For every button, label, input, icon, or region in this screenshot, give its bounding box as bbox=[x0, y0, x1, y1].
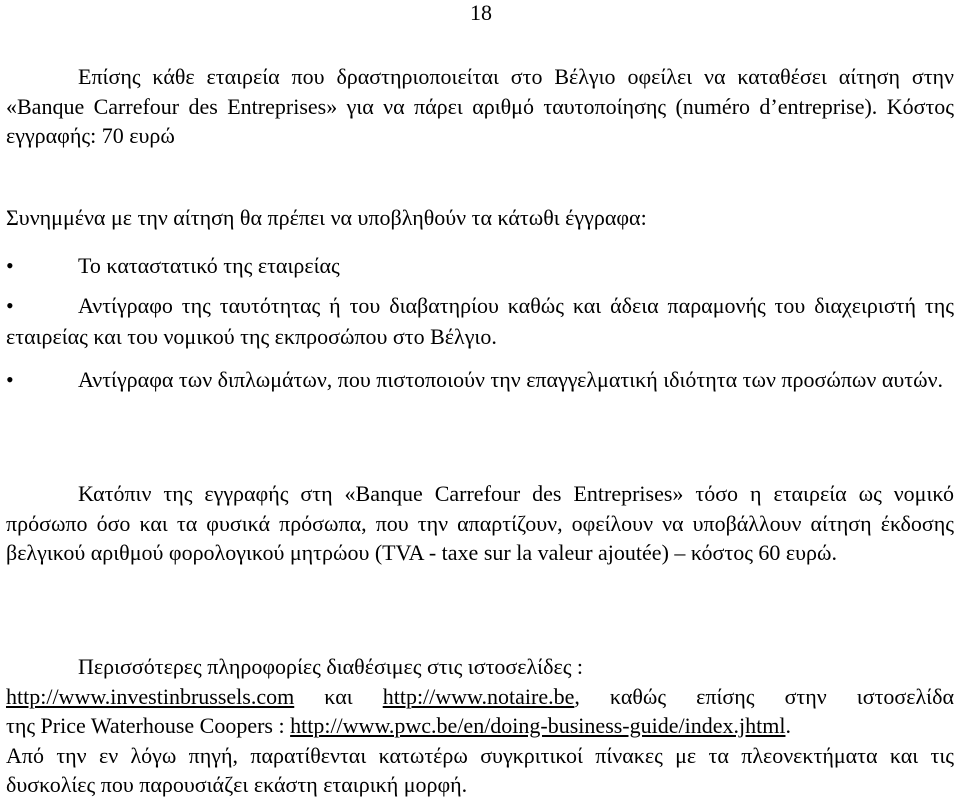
pwc-link[interactable]: http://www.pwc.be/en/doing-business-guide/index.jhtml bbox=[290, 713, 786, 738]
list-item-text: Αντίγραφα των διπλωμάτων, που πιστοποιούν την επαγγελματική ιδιότητα των προσώπων αυτών. bbox=[78, 367, 944, 392]
bullet-icon: • bbox=[6, 367, 14, 392]
list-item-bylaws bbox=[6, 250, 954, 281]
more-info-section bbox=[6, 652, 954, 800]
list-item-id-copy bbox=[6, 290, 954, 352]
list-item-text: Το καταστατικό της εταιρείας bbox=[78, 253, 340, 278]
vat-paragraph: Κατόπιν της εγγραφής στη «Banque Carrefour des Entreprises» τόσο η εταιρεία ως νομικό πρόσωπο όσο και τα φυσικά πρόσωπα, που την απαρτίζουν, οφείλουν να υποβάλλουν αίτηση έκδοσης βελγικού αριθμού φορολογικού μητρώου (TVA - taxe sur la valeur ajoutée) – κόστος 60 ευρώ. bbox=[6, 481, 954, 565]
intro-paragraph: Επίσης κάθε εταιρεία που δραστηριοποιείται στο Βέλγιο οφείλει να καταθέσει αίτηση στην «Banque Carrefour des Entreprises» για να πάρει αριθμό ταυτοποίησης (numéro d’entreprise). Κόστος εγγραφής: 70 ευρώ bbox=[6, 64, 954, 148]
more-info-intro: Περισσότερες πληροφορίες διαθέσιμες στις ιστοσελίδες : bbox=[78, 654, 584, 679]
after-notaire-text: , καθώς επίσης στην ιστοσελίδα bbox=[574, 683, 954, 709]
bullet-icon: • bbox=[6, 293, 14, 318]
pwc-prefix: της Price Waterhouse Coopers : bbox=[6, 713, 291, 738]
pwc-line bbox=[6, 711, 954, 741]
attachments-heading: Συνημμένα με την αίτηση θα πρέπει να υποβληθούν τα κάτωθι έγγραφα: bbox=[6, 205, 647, 230]
list-item-diplomas bbox=[6, 364, 954, 395]
list-item-text: Αντίγραφο της ταυτότητας ή του διαβατηρίου καθώς και άδεια παραμονής του διαχειριστή της εταιρείας και του νομικού της εκπροσώπου στο Βέλγιο. bbox=[6, 293, 954, 349]
investinbrussels-link[interactable]: http://www.investinbrussels.com bbox=[6, 683, 295, 709]
notaire-link[interactable]: http://www.notaire.be bbox=[382, 683, 575, 709]
page-number: 18 bbox=[470, 0, 492, 25]
closing-text: Από την εν λόγω πηγή, παρατίθενται κατωτέρω συγκριτικοί πίνακες με τα πλεονεκτήματα και τις δυσκολίες που παρουσιάζει εκάστη εταιρική μορφή. bbox=[6, 742, 954, 797]
bullet-icon: • bbox=[6, 253, 14, 278]
links-line bbox=[6, 682, 954, 712]
pwc-period: . bbox=[785, 713, 791, 738]
and-text: και bbox=[294, 683, 383, 709]
